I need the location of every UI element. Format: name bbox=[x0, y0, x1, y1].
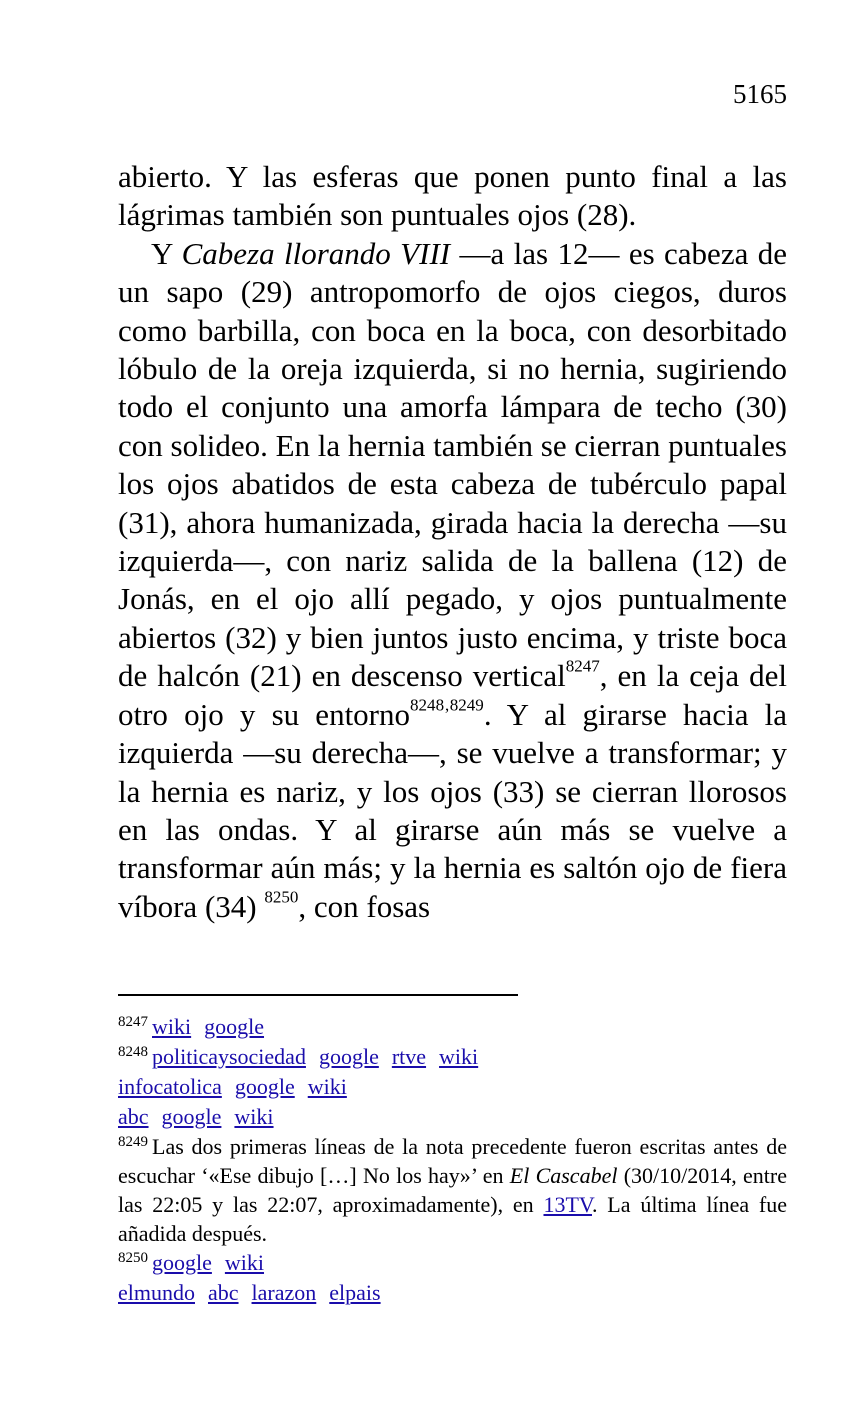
footnote-8248 bbox=[118, 1042, 787, 1072]
link-abc[interactable]: abc bbox=[208, 1280, 239, 1305]
footnote-ref-8247[interactable]: 8247 bbox=[565, 656, 600, 676]
link-wiki[interactable]: wiki bbox=[307, 1074, 347, 1099]
footnote-8247 bbox=[118, 1012, 787, 1042]
link-13tv[interactable]: 13TV bbox=[543, 1192, 592, 1217]
footnote-divider bbox=[118, 994, 518, 996]
link-infocatolica[interactable]: infocatolica bbox=[118, 1074, 222, 1099]
link-elmundo[interactable]: elmundo bbox=[118, 1280, 195, 1305]
footnote-number: 8249 bbox=[118, 1134, 148, 1150]
link-elpais[interactable]: elpais bbox=[329, 1280, 381, 1305]
link-wiki[interactable]: wiki bbox=[234, 1104, 274, 1129]
link-wiki[interactable]: wiki bbox=[152, 1014, 192, 1039]
link-google[interactable]: google bbox=[161, 1104, 222, 1129]
footnote-ref-8248-8249[interactable]: 8248‚8249 bbox=[410, 695, 484, 715]
link-rtve[interactable]: rtve bbox=[391, 1044, 427, 1069]
link-politicaysociedad[interactable]: politicaysociedad bbox=[152, 1044, 306, 1069]
footnote-number: 8250 bbox=[118, 1250, 148, 1266]
footnote-8248-line-3 bbox=[118, 1102, 787, 1132]
link-google[interactable]: google bbox=[318, 1044, 379, 1069]
link-abc[interactable]: abc bbox=[118, 1104, 149, 1129]
footnote-8250-line-2 bbox=[118, 1278, 787, 1308]
footnote-8248-line-2 bbox=[118, 1072, 787, 1102]
link-larazon[interactable]: larazon bbox=[251, 1280, 317, 1305]
link-google[interactable]: google bbox=[234, 1074, 295, 1099]
link-google[interactable]: google bbox=[204, 1014, 265, 1039]
link-google[interactable]: google bbox=[152, 1250, 212, 1275]
page-number: 5165 bbox=[733, 79, 787, 109]
link-wiki[interactable]: wiki bbox=[439, 1044, 479, 1069]
footnote-8250 bbox=[118, 1248, 787, 1278]
paragraph-1: abierto. Y las esferas que ponen punto final a las lágrimas también son puntuales ojos (28). bbox=[118, 159, 787, 233]
link-wiki[interactable]: wiki bbox=[224, 1250, 265, 1275]
footnote-number: 8248 bbox=[118, 1044, 148, 1060]
footnote-ref-8250[interactable]: 8250 bbox=[264, 887, 299, 907]
footnote-number: 8247 bbox=[118, 1014, 148, 1030]
artwork-title: Cabeza llorando VIII bbox=[181, 235, 451, 271]
footnotes bbox=[118, 1012, 787, 1308]
paragraph-2: Y Cabeza llorando VIII —a las 12— es cabeza de un sapo (29) antropomorfo de ojos ciegos, duros como barbilla, con boca en la boca, con desorbitado lóbulo de la oreja izquierda, si no hernia, sugiriendo todo el conjunto una amorfa lámpara de techo (30) con solideo. En la hernia también se cierran puntuales los ojos abatidos de esta cabeza de tubérculo papal (31), ahora humanizada, girada hacia la derecha —su izquierda—, con nariz salida de la ballena (12) de Jonás, en el ojo allí pegado, y ojos puntualmente abiertos (32) y bien juntos justo encima, y triste boca de halcón (21) en descenso vertical$^{8247}$, en la ceja del otro ojo y su entorno$^{8248‚8249}$. Y al girarse hacia la izquierda —su derecha—, se vuelve a transformar; y la hernia es nariz, y los ojos (33) se cierran llorosos en las ondas. Y al girarse aún más se vuelve a transformar aún más; y la hernia es saltón ojo de fiera víbora (34) $^{8250}$, con fosas bbox=[118, 235, 787, 924]
program-title: El Cascabel bbox=[509, 1163, 618, 1188]
footnote-8249: $^{8249}$ Las dos primeras líneas de la nota precedente fueron escritas antes de escuchar ‘«Ese dibujo […] No los hay»’ en El Cascabel (30/10/2014, entre las 22:05 y las 22:07, aproximadamente), en 13TV. La última línea fue añadida después. bbox=[118, 1134, 787, 1246]
main-text bbox=[118, 158, 787, 926]
